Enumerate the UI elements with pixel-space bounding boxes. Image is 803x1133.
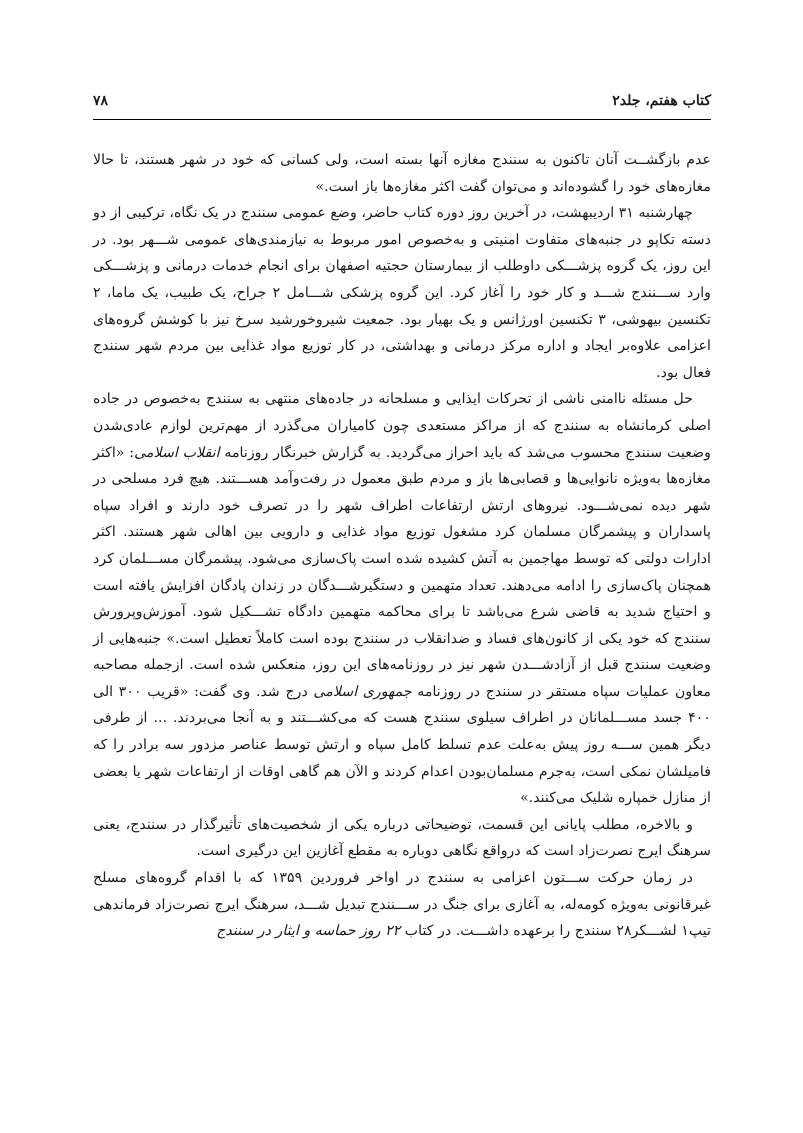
- book-title: ۲۲ روز حماسه و ایثار در سنندج: [216, 923, 401, 940]
- paragraph-2-text: چهارشنبه ۳۱ اردیبهشت، در آخرین روز دوره کتاب حاضر، وضع عمومی سنندج در یک نگاه، ترکیبی از دو دسته تکاپو در جنبه‌های متفاوت امنیتی و به‌خصوص امور مربوط به نیازمندی‌های عمومی شـــهر بود. در این روز، یک گروه پزشـــکی داوطلب از بیمارستان حجتیه اصفهان برای انجام خدمات درمانی و پزشـــکی وارد ســـنندج شـــد و کار خود را آغاز کرد. این گروه پزشکی شـــامل ۲ جراح، یک طبیب، یک ماما، ۲ تکنسین بیهوشی، ۳ تکنسین اورژانس و یک بهیار بود. جمعیت شیروخورشید سرخ نیز با کوشش گروه‌های اعزامی علاوه‌بر ایجاد و اداره مرکز درمانی و بهداشتی، در کار توزیع مواد غذایی بین مردم شهر سنندج فعال بود.: [93, 205, 712, 381]
- paragraph-3-text-c: درج شد. وی گفت: «قریب ۳۰۰ الی ۴۰۰ جسد مســـلمانان در اطراف سیلوی سنندج هست که می‌کشـــتند و به آنجا می‌بردند. ... از طرفی دیگر همین ســـه روز پیش به‌علت عدم تسلط کامل سپاه و ارتش توسط عناصر مزدور سه برادر را که فامیلشان نمکی است، به‌جرم مسلمان‌بودن اعدام کردند و الآن هم گاهی اوقات از ارتفاعات شهر یا بعضی از منازل خمپاره شلیک می‌کنند.»: [93, 683, 711, 807]
- paragraph-4: [93, 812, 711, 865]
- paragraph-2: [93, 200, 711, 386]
- body-text: [93, 147, 711, 1067]
- running-title: کتاب هفتم، جلد۲: [612, 93, 711, 109]
- paragraph-1-text: عدم بازگشــت آنان تاکنون به سنندج مغازه آنها بسته است، ولی کسانی که خود در شهر هستند، تا حالا مغازه‌های خود را گشوده‌اند و می‌توان گفت اکثر مغازه‌ها باز است.»: [93, 152, 711, 195]
- paragraph-5-text: در زمان حرکت ســـتون اعزامی به سنندج در اواخر فروردین ۱۳۵۹ که با اقدام گروه‌های مسلح غیرقانونی به‌ویژه کومه‌له، به آغازی برای جنگ در ســـنندج تبدیل شـــد، سرهنگ ایرج نصرت‌زاد فرماندهی تیپ۱ لشـــکر۲۸ سنندج را برعهده داشـــت. در کتاب: [93, 870, 711, 940]
- header-rule: [93, 119, 711, 120]
- newspaper-name: انقلاب اسلامی: [134, 444, 220, 461]
- page-header: [93, 93, 711, 115]
- paragraph-1: [93, 147, 711, 200]
- paragraph-5: [93, 865, 711, 945]
- paragraph-3-text-b: : «اکثر مغازه‌ها به‌ویژه نانوایی‌ها و قصابی‌ها باز و مردم طبق معمول در رفت‌وآمد هســـتند. هیچ فرد مسلحی در شهر دیده نمی‌شـــود. نیروهای ارتش ارتفاعات اطراف شهر را در تصرف خود دارند و افراد سپاه پاسداران و پیشمرگان مسلمان کرد مشغول توزیع مواد غذایی و دارویی بین اهالی شهر هستند. اکثر ادارات دولتی که توسط مهاجمین به آتش کشیده شده است پاک‌سازی می‌شود. پیشمرگان مســـلمان کرد همچنان پاک‌سازی را ادامه می‌دهند. تعداد متهمین و دستگیرشـــدگان در زندان پادگان افزایش یافته است و احتیاج شدید به قاضی شرع می‌باشد تا برای محاکمه متهمین دادگاه تشـــکیل شود. آموزش‌وپرورش سنندج که خود یکی از کانون‌های فساد و ضدانقلاب در سنندج بوده است کاملاً تعطیل است.» جنبه‌هایی از وضعیت سنندج قبل از آزادشـــدن شهر نیز در روزنامه‌های این روز، منعکس شده است. ازجمله مصاحبه معاون عملیات سپاه مستقر در سنندج در روزنامه: [93, 444, 711, 700]
- paragraph-3-text-a: حل مسئله ناامنی ناشی از تحرکات ایذایی و مسلحانه در جاده‌های منتهی به سنندج به‌خصوص در جاده اصلی کرمانشاه به سنندج که از مراکز مستعدی چون کامیاران می‌گذرد از مهم‌ترین لوازم عادی‌شدن وضعیت سنندج محسوب می‌شد که باید احراز می‌گردید. به گزارش خبرنگار روزنامه: [93, 391, 711, 461]
- paragraph-3: [93, 386, 711, 812]
- paragraph-4-text: و بالاخره، مطلب پایانی این قسمت، توضیحاتی درباره یکی از شخصیت‌های تأثیرگذار در سنندج، یعنی سرهنگ ایرج نصرت‌زاد است که درواقع نگاهی دوباره به مقطع آغازین این درگیری است.: [93, 816, 711, 860]
- newspaper-name: جمهوری اسلامی: [313, 683, 412, 700]
- page-number: ۷۸: [93, 93, 109, 109]
